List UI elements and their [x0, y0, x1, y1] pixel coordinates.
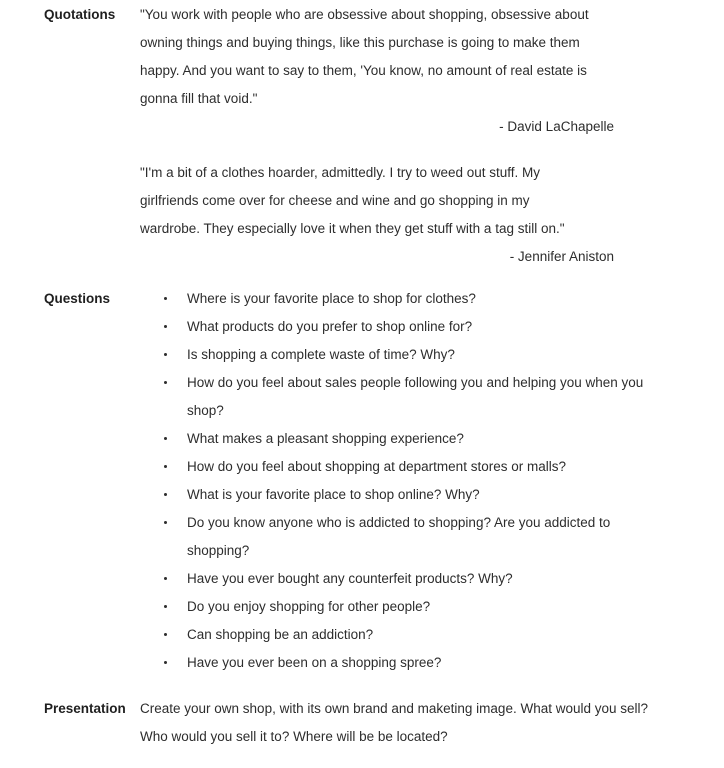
text-line: Do you know anyone who is addicted to shopping? Are you addicted to — [187, 515, 611, 530]
bullet-icon — [164, 661, 167, 664]
bullet-icon — [164, 381, 167, 384]
question-text — [187, 593, 643, 621]
text-line: Do you enjoy shopping for other people? — [187, 599, 431, 614]
bullet-icon — [164, 633, 167, 636]
bullet-icon — [164, 521, 167, 524]
presentation-text — [140, 695, 648, 751]
question-item — [140, 565, 643, 593]
question-text — [187, 285, 643, 313]
section-questions — [44, 285, 724, 677]
bullet-icon — [164, 465, 167, 468]
text-line: Have you ever been on a shopping spree? — [187, 655, 442, 670]
quote-attribution: - David LaChapelle — [499, 119, 614, 134]
question-item — [140, 369, 643, 425]
text-line: Create your own shop, with its own brand and maketing image. What would you sell? — [140, 701, 649, 716]
text-line: What is your favorite place to shop online? Why? — [187, 487, 480, 502]
question-text — [187, 453, 643, 481]
question-item — [140, 313, 643, 341]
text-line: owning things and buying things, like this purchase is going to make them — [140, 35, 580, 50]
bullet-icon — [164, 437, 167, 440]
quote-block — [140, 159, 614, 271]
quotations-content — [140, 1, 614, 271]
question-item — [140, 649, 643, 677]
text-line: Is shopping a complete waste of time? Why? — [187, 347, 455, 362]
question-item — [140, 621, 643, 649]
text-line: "You work with people who are obsessive about shopping, obsessive about — [140, 7, 589, 22]
text-line: shop? — [187, 403, 224, 418]
question-item — [140, 341, 643, 369]
question-item — [140, 509, 643, 565]
question-item — [140, 593, 643, 621]
quote-block — [140, 1, 614, 141]
bullet-icon — [164, 577, 167, 580]
question-item — [140, 285, 643, 313]
quotations-label: Quotations — [44, 7, 116, 22]
question-text — [187, 565, 643, 593]
question-text — [187, 509, 643, 565]
text-line: shopping? — [187, 543, 250, 558]
bullet-icon — [164, 353, 167, 356]
question-text — [187, 621, 643, 649]
bullet-icon — [164, 325, 167, 328]
bullet-icon — [164, 297, 167, 300]
question-text — [187, 313, 643, 341]
presentation-label: Presentation — [44, 701, 126, 716]
section-presentation — [44, 695, 724, 751]
text-line: What makes a pleasant shopping experience? — [187, 431, 464, 446]
question-item — [140, 425, 643, 453]
text-line: happy. And you want to say to them, 'You know, no amount of real estate is — [140, 63, 587, 78]
text-line: How do you feel about shopping at department stores or malls? — [187, 459, 566, 474]
questions-label: Questions — [44, 291, 111, 306]
bullet-icon — [164, 605, 167, 608]
quote-text — [140, 159, 614, 243]
text-line: wardrobe. They especially love it when they get stuff with a tag still on." — [140, 221, 565, 236]
question-text — [187, 341, 643, 369]
text-line: How do you feel about sales people following you and helping you when you — [187, 375, 644, 390]
question-item — [140, 453, 643, 481]
questions-list — [140, 285, 643, 677]
question-text — [187, 481, 643, 509]
text-line: "I'm a bit of a clothes hoarder, admittedly. I try to weed out stuff. My — [140, 165, 541, 180]
quote-attribution: - Jennifer Aniston — [509, 249, 614, 264]
text-line: girlfriends come over for cheese and wine and go shopping in my — [140, 193, 530, 208]
section-quotations — [44, 1, 724, 271]
text-line: gonna fill that void." — [140, 91, 258, 106]
text-line: Who would you sell it to? Where will be be located? — [140, 729, 448, 744]
text-line: Where is your favorite place to shop for clothes? — [187, 291, 476, 306]
question-text — [187, 369, 643, 425]
text-line: What products do you prefer to shop online for? — [187, 319, 473, 334]
text-line: Can shopping be an addiction? — [187, 627, 374, 642]
quote-text — [140, 1, 614, 113]
question-item — [140, 481, 643, 509]
question-text — [187, 425, 643, 453]
question-text — [187, 649, 643, 677]
text-line: Have you ever bought any counterfeit products? Why? — [187, 571, 513, 586]
bullet-icon — [164, 493, 167, 496]
